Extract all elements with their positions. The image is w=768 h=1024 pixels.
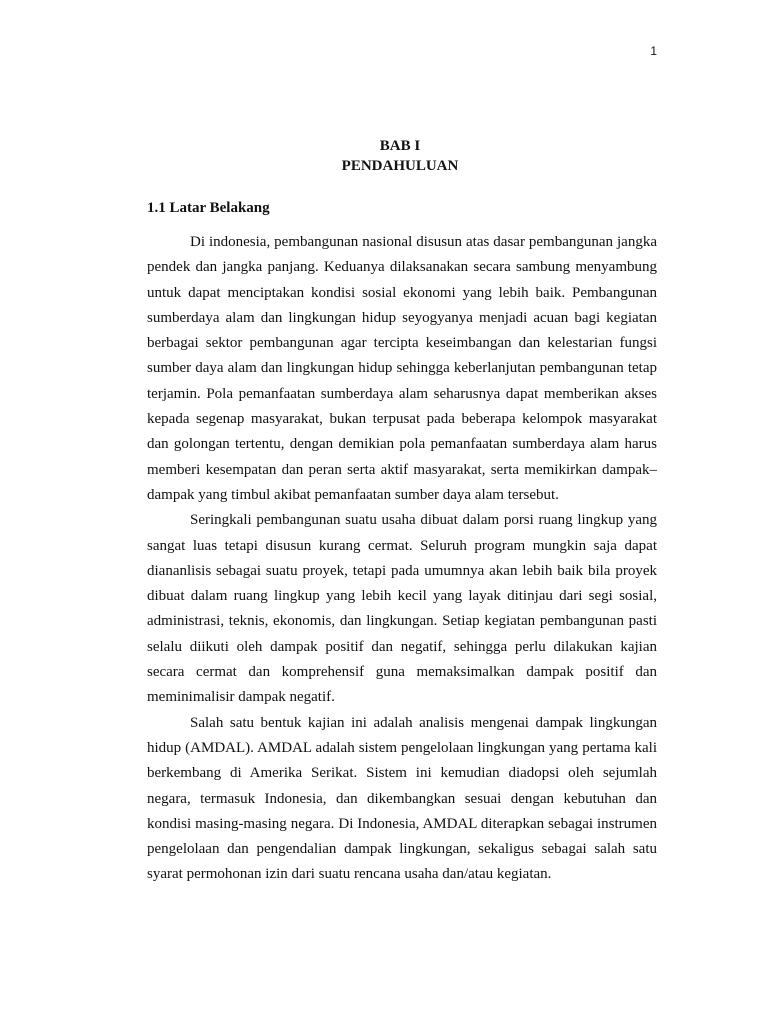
paragraph-1: Di indonesia, pembangunan nasional disusun atas dasar pembangunan jangka pendek dan jangka panjang. Keduanya dilaksanakan secara sambung menyambung untuk dapat menciptakan kondisi sosial ekonomi yang lebih baik. Pembangunan sumberdaya alam dan lingkungan hidup seyogyanya menjadi acuan bagi kegiatan berbagai sektor pembangunan agar tercipta keseimbangan dan kelestarian fungsi sumber daya alam dan lingkungan hidup sehingga keberlanjutan pembangunan tetap terjamin. Pola pemanfaatan sumberdaya alam seharusnya dapat memberikan akses kepada segenap masyarakat, bukan terpusat pada beberapa kelompok masyarakat dan golongan tertentu, dengan demikian pola pemanfaatan sumberdaya alam harus memberi kesempatan dan peran serta aktif masyarakat, serta memikirkan dampak–dampak yang timbul akibat pemanfaatan sumber daya alam tersebut.: [147, 234, 657, 503]
page-number: 1: [650, 44, 657, 58]
paragraph-3: Salah satu bentuk kajian ini adalah analisis mengenai dampak lingkungan hidup (AMDAL). AMDAL adalah sistem pengelolaan lingkungan yang pertama kali berkembang di Amerika Serikat. Sistem ini kemudian diadopsi oleh sejumlah negara, termasuk Indonesia, dan dikembangkan sesuai dengan kebutuhan dan kondisi masing-masing negara. Di Indonesia, AMDAL diterapkan sebagai instrumen pengelolaan dan pengendalian dampak lingkungan, sekaligus sebagai salah satu syarat permohonan izin dari suatu rencana usaha dan/atau kegiatan.: [147, 714, 657, 883]
chapter-label: BAB I: [379, 138, 421, 154]
chapter-title: PENDAHULUAN: [341, 158, 459, 174]
body-text: [147, 230, 657, 888]
paragraph-2: Seringkali pembangunan suatu usaha dibuat dalam porsi ruang lingkup yang sangat luas tetapi disusun kurang cermat. Seluruh program mungkin saja dapat diananlisis sebagai suatu proyek, tetapi pada umumnya akan lebih baik bila proyek dibuat dalam ruang lingkup yang lebih kecil yang layak ditinjau dari segi sosial, administrasi, teknis, ekonomis, dan lingkungan. Setiap kegiatan pembangunan pasti selalu diikuti oleh dampak positif dan negatif, sehingga perlu dilakukan kajian secara cermat dan komprehensif guna memaksimalkan dampak positif dan meminimalisir dampak negatif.: [147, 512, 657, 706]
section-heading: 1.1 Latar Belakang: [147, 200, 270, 216]
chapter-heading: [0, 136, 768, 176]
